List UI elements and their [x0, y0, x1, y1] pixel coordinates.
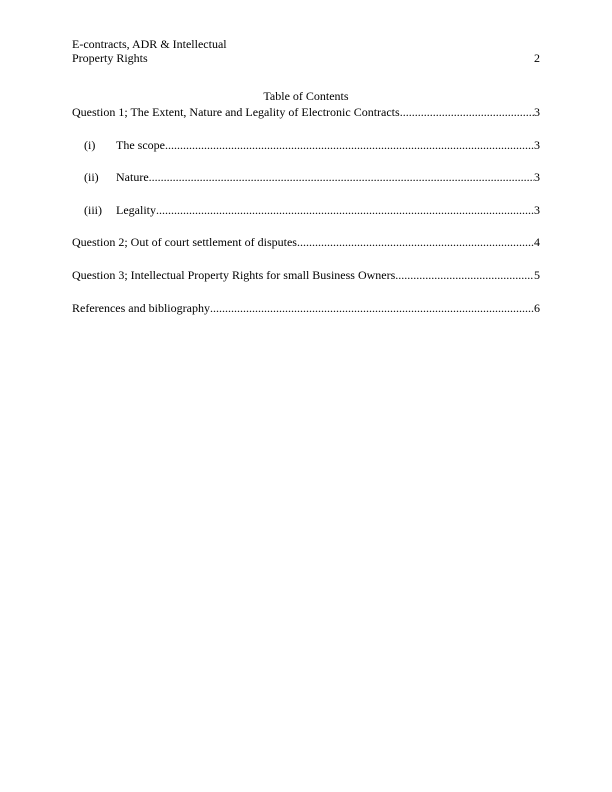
toc-entry-number: (i) [84, 138, 96, 152]
toc-entry-scope[interactable] [72, 138, 540, 152]
toc-entry-page: 3 [534, 138, 540, 152]
toc-entry-label: Question 2; Out of court settlement of disputes [72, 235, 297, 249]
toc-entry-question-2[interactable] [72, 235, 540, 249]
running-title [72, 37, 272, 65]
toc-entry-label: The scope [116, 138, 165, 152]
toc-entry-nature[interactable] [72, 170, 540, 184]
toc-entry-label: Nature [116, 170, 149, 184]
toc-dot-leader [165, 138, 534, 152]
toc-entry-number: (iii) [84, 203, 102, 217]
toc-dot-leader [395, 268, 534, 282]
toc-entry-page: 3 [534, 170, 540, 184]
toc-dot-leader [400, 105, 534, 119]
toc-entry-page: 5 [534, 268, 540, 282]
toc-entry-label: Question 1; The Extent, Nature and Legality of Electronic Contracts [72, 105, 400, 119]
toc-entry-question-3[interactable] [72, 268, 540, 282]
toc-entry-question-1[interactable] [72, 105, 540, 119]
toc-entry-page: 3 [534, 203, 540, 217]
toc-entry-references[interactable] [72, 301, 540, 315]
toc-entry-label: Question 3; Intellectual Property Rights for small Business Owners [72, 268, 396, 282]
running-title-line-1: E-contracts, ADR & Intellectual [72, 37, 227, 51]
toc-entry-number: (ii) [84, 170, 99, 184]
toc-dot-leader [156, 203, 534, 217]
page-number: 2 [534, 51, 540, 65]
toc-dot-leader [297, 235, 534, 249]
toc-dot-leader [210, 301, 534, 315]
toc-entry-label: References and bibliography [72, 301, 210, 315]
toc-entry-page: 6 [534, 301, 540, 315]
toc-title: Table of Contents [263, 89, 349, 103]
toc-entry-page: 4 [534, 235, 540, 249]
toc-entry-page: 3 [534, 105, 540, 119]
running-title-line-2: Property Rights [72, 51, 148, 65]
toc-entry-label: Legality [116, 203, 156, 217]
toc-dot-leader [149, 170, 534, 184]
toc-entry-legality[interactable] [72, 203, 540, 217]
